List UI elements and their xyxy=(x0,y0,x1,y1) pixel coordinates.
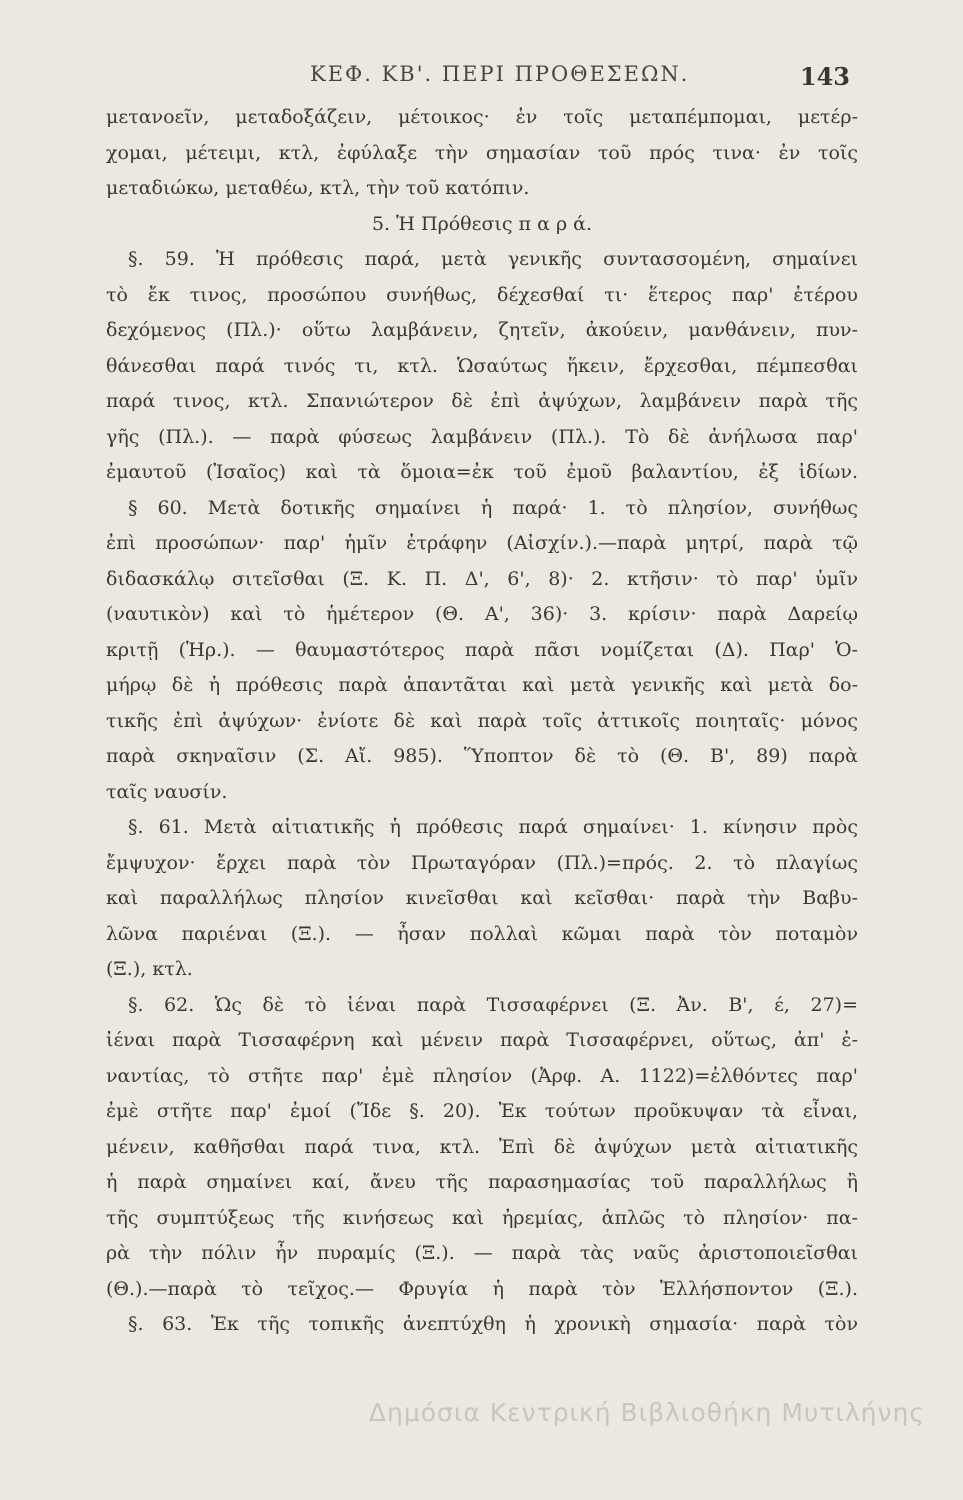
text-line: § 60. Μετὰ δοτικῆς σημαίνει ἡ παρά· 1. τὸ πλησίον, συνήθως xyxy=(128,496,858,519)
text-line: ἰέναι παρὰ Τισσαφέρνη καὶ μένειν παρὰ Τισσαφέρνει, οὕτως, ἀπ' ἐ- xyxy=(106,1029,858,1051)
text-line: χομαι, μέτειμι, κτλ, ἐφύλαξε τὴν σημασίαν τοῦ πρός τινα· ἐν τοῖς xyxy=(106,141,858,164)
text-line: (Θ.).—παρὰ τὸ τεῖχος.— Φρυγία ἡ παρὰ τὸν Ἑλλήσποντον (Ξ.). xyxy=(106,1277,858,1300)
text-line: ναντίας, τὸ στῆτε παρ' ἐμὲ πλησίον (Ἀρφ. Α. 1122)=ἐλθόντες παρ' xyxy=(106,1064,858,1087)
text-line: (ναυτικὸν) καὶ τὸ ἡμέτερον (Θ. Α', 36)· 3. κρίσιν· παρὰ Δαρείῳ xyxy=(106,603,858,625)
text-line: ἐμαυτοῦ (Ἰσαῖος) καὶ τὰ ὅμοια=ἐκ τοῦ ἐμοῦ βαλαντίου, ἐξ ἰδίων. xyxy=(106,461,858,483)
text-line: §. 62. Ὡς δὲ τὸ ἰέναι παρὰ Τισσαφέρνει (Ξ. Ἀν. Β', έ, 27)= xyxy=(128,993,858,1016)
text-body xyxy=(106,100,858,1343)
text-line: τικῆς ἐπὶ ἀψύχων· ἐνίοτε δὲ καὶ παρὰ τοῖς ἀττικοῖς ποιηταῖς· μόνος xyxy=(106,709,858,732)
running-header xyxy=(250,62,850,92)
text-line: κριτῇ (Ἡρ.). — θαυμαστότερος παρὰ πᾶσι νομίζεται (Δ). Παρ' Ὁ- xyxy=(106,638,858,661)
text-line: §. 61. Μετὰ αἰτιατικῆς ἡ πρόθεσις παρά σημαίνει· 1. κίνησιν πρὸς xyxy=(128,816,858,838)
chapter-title: ΚΕΦ. ΚΒ'. ΠΕΡΙ ΠΡΟΘΕΣΕΩΝ. xyxy=(310,62,690,86)
text-line: μήρῳ δὲ ἡ πρόθεσις παρὰ ἀπαντᾶται καὶ μετὰ γενικῆς καὶ μετὰ δο- xyxy=(106,674,858,696)
text-line: διδασκάλῳ σιτεῖσθαι (Ξ. Κ. Π. Δ', 6', 8)· 2. κτῆσιν· τὸ παρ' ὑμῖν xyxy=(106,567,858,590)
library-watermark: Δημόσια Κεντρική Βιβλιοθήκη Μυτιλήνης xyxy=(368,1398,925,1427)
text-line: μένειν, καθῆσθαι παρά τινα, κτλ. Ἐπὶ δὲ ἀψύχων μετὰ αἰτιατικῆς xyxy=(106,1135,858,1158)
page-number: 143 xyxy=(799,62,850,91)
text-line: ἐμὲ στῆτε παρ' ἐμοί (Ἴδε §. 20). Ἐκ τούτων προῦκυψαν τὰ εἶναι, xyxy=(106,1100,858,1122)
text-line: ταῖς ναυσίν. xyxy=(106,780,228,803)
text-line: λῶνα παριέναι (Ξ.). — ἦσαν πολλαὶ κῶμαι παρὰ τὸν ποταμὸν xyxy=(106,922,858,945)
text-line: μεταδιώκω, μεταθέω, κτλ, τὴν τοῦ κατόπιν. xyxy=(106,177,530,199)
text-line: παρά τινος, κτλ. Σπανιώτερον δὲ ἐπὶ ἀψύχων, λαμβάνειν παρὰ τῆς xyxy=(106,390,858,412)
text-line: παρὰ σκηναῖσιν (Σ. Αἴ. 985). Ὕποπτον δὲ τὸ (Θ. Β', 89) παρὰ xyxy=(106,745,858,767)
text-line: §. 59. Ἡ πρόθεσις παρά, μετὰ γενικῆς συντασσομένη, σημαίνει xyxy=(128,248,858,270)
text-line: ἐπὶ προσώπων· παρ' ἡμῖν ἐτράφην (Αἰσχίν.).—παρὰ μητρί, παρὰ τῷ xyxy=(106,532,858,554)
text-line: μετανοεῖν, μεταδοξάζειν, μέτοικος· ἐν τοῖς μεταπέμπομαι, μετέρ- xyxy=(106,106,858,128)
text-line: ἔμψυχον· ἔρχει παρὰ τὸν Πρωταγόραν (Πλ.)=πρός. 2. τὸ πλαγίως xyxy=(106,851,858,874)
text-line: ρὰ τὴν πόλιν ἦν πυραμίς (Ξ.). — παρὰ τὰς ναῦς ἀριστοποιεῖσθαι xyxy=(106,1242,858,1264)
text-line: δεχόμενος (Πλ.)· οὕτω λαμβάνειν, ζητεῖν, ἀκούειν, μανθάνειν, πυν- xyxy=(106,319,858,341)
text-line: (Ξ.), κτλ. xyxy=(106,958,193,980)
text-line: καὶ παραλλήλως πλησίον κινεῖσθαι καὶ κεῖσθαι· παρὰ τὴν Βαβυ- xyxy=(106,887,858,909)
section-heading: 5. Ἡ Πρόθεσις π α ρ ά. xyxy=(371,212,593,235)
text-line: ἡ παρὰ σημαίνει καί, ἄνευ τῆς παρασημασίας τοῦ παραλλήλως ἢ xyxy=(106,1171,858,1193)
text-line: τὸ ἔκ τινος, προσώπου συνήθως, δέχεσθαί τι· ἕτερος παρ' ἑτέρου xyxy=(106,283,858,306)
text-line: θάνεσθαι παρά τινός τι, κτλ. Ὡσαύτως ἥκειν, ἔρχεσθαι, πέμπεσθαι xyxy=(106,354,858,377)
text-line: τῆς συμπτύξεως τῆς κινήσεως καὶ ἠρεμίας, ἁπλῶς τὸ πλησίον· πα- xyxy=(106,1206,858,1229)
text-line: §. 63. Ἐκ τῆς τοπικῆς ἀνεπτύχθη ἡ χρονικὴ σημασία· παρὰ τὸν xyxy=(128,1313,858,1335)
text-line: γῆς (Πλ.). — παρὰ φύσεως λαμβάνειν (Πλ.). Τὸ δὲ ἀνήλωσα παρ' xyxy=(106,425,858,448)
